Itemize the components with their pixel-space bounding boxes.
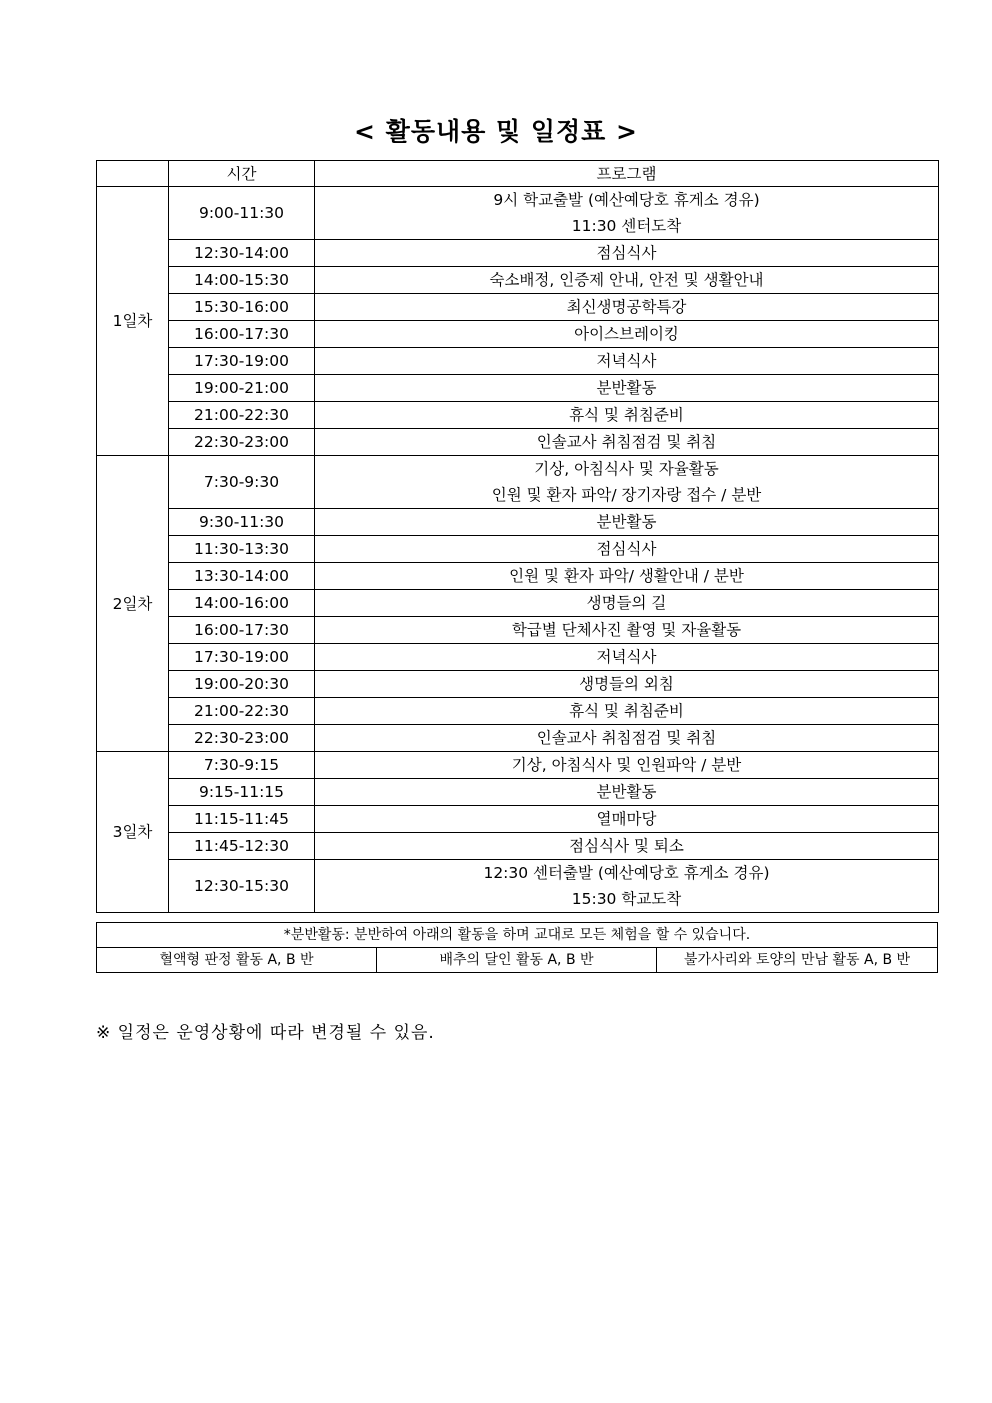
time-cell: 22:30-23:00 — [169, 429, 315, 456]
table-row — [97, 779, 939, 806]
time-cell: 9:00-11:30 — [169, 187, 315, 240]
program-line: 12:30 센터출발 (예산예당호 휴게소 경유) — [483, 864, 770, 882]
table-row — [97, 267, 939, 294]
table-row — [97, 698, 939, 725]
time-cell: 11:15-11:45 — [169, 806, 315, 833]
program-cell: 저녁식사 — [315, 644, 939, 671]
page-title: < 활동내용 및 일정표 > — [354, 117, 638, 146]
time-cell: 14:00-16:00 — [169, 590, 315, 617]
table-row — [97, 725, 939, 752]
table-row — [97, 294, 939, 321]
time-cell: 12:30-15:30 — [169, 860, 315, 913]
time-cell: 9:30-11:30 — [169, 509, 315, 536]
table-row — [97, 321, 939, 348]
program-line: 인원 및 환자 파악/ 장기자랑 접수 / 분반 — [491, 486, 762, 504]
program-cell: 점심식사 — [315, 536, 939, 563]
group-activity-item: 불가사리와 토양의 만남 활동 A, B 반 — [657, 948, 938, 973]
program-cell: 휴식 및 취침준비 — [315, 402, 939, 429]
time-cell: 19:00-21:00 — [169, 375, 315, 402]
time-cell: 13:30-14:00 — [169, 563, 315, 590]
program-cell: 인솔교사 취침점검 및 취침 — [315, 725, 939, 752]
program-line: 9시 학교출발 (예산예당호 휴게소 경유) — [493, 191, 760, 209]
table-row — [97, 429, 939, 456]
time-cell: 12:30-14:00 — [169, 240, 315, 267]
day-label: 1일차 — [97, 187, 169, 456]
table-row — [97, 806, 939, 833]
time-cell: 15:30-16:00 — [169, 294, 315, 321]
program-line: 15:30 학교도착 — [571, 890, 682, 908]
program-cell: 숙소배정, 인증제 안내, 안전 및 생활안내 — [315, 267, 939, 294]
program-cell: 휴식 및 취침준비 — [315, 698, 939, 725]
group-activity-item: 배추의 달인 활동 A, B 반 — [377, 948, 657, 973]
table-row — [97, 644, 939, 671]
program-cell — [315, 860, 939, 913]
header-time: 시간 — [169, 161, 315, 187]
time-cell: 7:30-9:15 — [169, 752, 315, 779]
header-day — [97, 161, 169, 187]
time-cell: 11:45-12:30 — [169, 833, 315, 860]
group-activity-table — [96, 922, 938, 973]
program-line: 기상, 아침식사 및 자율활동 — [534, 460, 719, 478]
table-row — [97, 671, 939, 698]
time-cell: 17:30-19:00 — [169, 644, 315, 671]
day-label: 2일차 — [97, 456, 169, 752]
table-row — [97, 860, 939, 913]
header-program: 프로그램 — [315, 161, 939, 187]
time-cell: 17:30-19:00 — [169, 348, 315, 375]
program-cell: 아이스브레이킹 — [315, 321, 939, 348]
table-row — [97, 402, 939, 429]
day-label: 3일차 — [97, 752, 169, 913]
table-row — [97, 752, 939, 779]
program-cell: 분반활동 — [315, 509, 939, 536]
table-header-row — [97, 161, 939, 187]
program-cell: 저녁식사 — [315, 348, 939, 375]
program-cell: 열매마당 — [315, 806, 939, 833]
table-row — [97, 348, 939, 375]
table-row — [97, 509, 939, 536]
group-activity-row — [97, 948, 938, 973]
table-row — [97, 240, 939, 267]
time-cell: 9:15-11:15 — [169, 779, 315, 806]
group-activity-item: 혈액형 판정 활동 A, B 반 — [97, 948, 377, 973]
time-cell: 16:00-17:30 — [169, 617, 315, 644]
time-cell: 7:30-9:30 — [169, 456, 315, 509]
program-cell: 생명들의 길 — [315, 590, 939, 617]
schedule-table — [96, 160, 939, 913]
table-row — [97, 590, 939, 617]
program-cell: 인솔교사 취침점검 및 취침 — [315, 429, 939, 456]
time-cell: 11:30-13:30 — [169, 536, 315, 563]
program-cell — [315, 456, 939, 509]
table-row — [97, 563, 939, 590]
table-row — [97, 617, 939, 644]
time-cell: 19:00-20:30 — [169, 671, 315, 698]
program-cell: 인원 및 환자 파악/ 생활안내 / 분반 — [315, 563, 939, 590]
program-cell — [315, 187, 939, 240]
table-row — [97, 187, 939, 240]
program-cell: 점심식사 및 퇴소 — [315, 833, 939, 860]
program-cell: 분반활동 — [315, 375, 939, 402]
time-cell: 21:00-22:30 — [169, 698, 315, 725]
program-cell: 최신생명공학특강 — [315, 294, 939, 321]
program-line: 11:30 센터도착 — [571, 217, 682, 235]
table-row — [97, 833, 939, 860]
table-row — [97, 456, 939, 509]
time-cell: 21:00-22:30 — [169, 402, 315, 429]
program-cell: 생명들의 외침 — [315, 671, 939, 698]
program-cell: 분반활동 — [315, 779, 939, 806]
program-cell: 학급별 단체사진 촬영 및 자율활동 — [315, 617, 939, 644]
time-cell: 14:00-15:30 — [169, 267, 315, 294]
time-cell: 16:00-17:30 — [169, 321, 315, 348]
time-cell: 22:30-23:00 — [169, 725, 315, 752]
group-activity-header: *분반활동: 분반하여 아래의 활동을 하며 교대로 모든 체험을 할 수 있습니다. — [97, 923, 938, 948]
table-row — [97, 536, 939, 563]
program-cell: 점심식사 — [315, 240, 939, 267]
table-row — [97, 375, 939, 402]
schedule-note: ※ 일정은 운영상황에 따라 변경될 수 있음. — [96, 1023, 435, 1043]
program-cell: 기상, 아침식사 및 인원파악 / 분반 — [315, 752, 939, 779]
